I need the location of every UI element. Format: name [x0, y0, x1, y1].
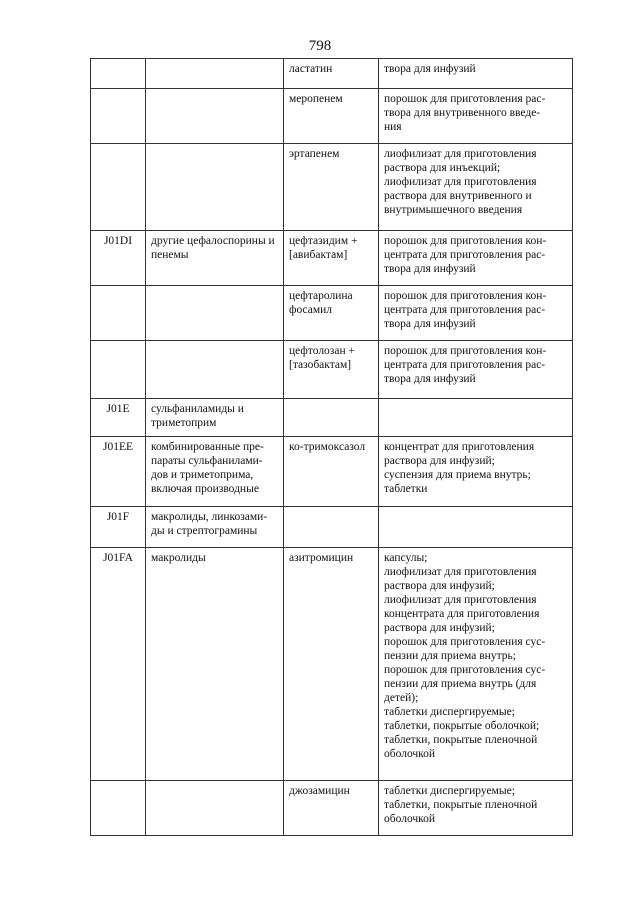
atc-code-cell: [91, 59, 146, 89]
dosage-form-cell: лиофилизат для приготовления раствора для инъекций; лиофилизат для приготовления раствора для внутривенного и внутримышечного введения: [379, 144, 573, 231]
table-row: [91, 231, 573, 286]
group-cell: комбинированные пре- параты сульфанилами- дов и триметоприма, включая производные: [146, 437, 284, 507]
page-number: 798: [308, 38, 332, 54]
atc-code-cell: [91, 341, 146, 399]
table-row: [91, 286, 573, 341]
dosage-form-cell: порошок для приготовления кон- центрата для приготовления рас- твора для инфузий: [379, 231, 573, 286]
drug-name-cell: [284, 507, 379, 548]
dosage-form-cell: порошок для приготовления кон- центрата для приготовления рас- твора для инфузий: [379, 341, 573, 399]
dosage-form-cell: [379, 507, 573, 548]
group-cell: [146, 59, 284, 89]
table-row: [91, 144, 573, 231]
dosage-form-cell: порошок для приготовления кон- центрата для приготовления рас- твора для инфузий: [379, 286, 573, 341]
atc-code-cell: [91, 89, 146, 144]
group-cell: макролиды, линкозами- ды и стрептограмины: [146, 507, 284, 548]
group-cell: макролиды: [146, 548, 284, 781]
drug-name-cell: эртапенем: [284, 144, 379, 231]
dosage-form-cell: твора для инфузий: [379, 59, 573, 89]
drug-name-cell: меропенем: [284, 89, 379, 144]
drug-name-cell: ластатин: [284, 59, 379, 89]
dosage-form-cell: порошок для приготовления рас- твора для внутривенного введе- ния: [379, 89, 573, 144]
table-row: [91, 399, 573, 437]
drug-name-cell: цефтаролина фосамил: [284, 286, 379, 341]
drug-name-cell: джозамицин: [284, 781, 379, 836]
group-cell: другие цефалоспорины и пенемы: [146, 231, 284, 286]
atc-code-cell: J01FA: [91, 548, 146, 781]
atc-code-cell: J01EE: [91, 437, 146, 507]
table-row: [91, 548, 573, 781]
drug-table: [90, 58, 573, 836]
atc-code-cell: [91, 286, 146, 341]
table-row: [91, 59, 573, 89]
dosage-form-cell: концентрат для приготовления раствора для инфузий; суспензия для приема внутрь; таблетки: [379, 437, 573, 507]
drug-name-cell: азитромицин: [284, 548, 379, 781]
group-cell: [146, 144, 284, 231]
atc-code-cell: J01DI: [91, 231, 146, 286]
group-cell: [146, 89, 284, 144]
drug-name-cell: цефтолозан + [тазобактам]: [284, 341, 379, 399]
table-row: [91, 781, 573, 836]
group-cell: сульфаниламиды и триметоприм: [146, 399, 284, 437]
group-cell: [146, 781, 284, 836]
group-cell: [146, 286, 284, 341]
table-row: [91, 341, 573, 399]
drug-name-cell: цефтазидим + [авибактам]: [284, 231, 379, 286]
table-row: [91, 437, 573, 507]
group-cell: [146, 341, 284, 399]
table-row: [91, 89, 573, 144]
table-row: [91, 507, 573, 548]
atc-code-cell: J01F: [91, 507, 146, 548]
drug-name-cell: ко-тримоксазол: [284, 437, 379, 507]
dosage-form-cell: таблетки диспергируемые; таблетки, покрытые пленочной оболочкой: [379, 781, 573, 836]
atc-code-cell: J01E: [91, 399, 146, 437]
atc-code-cell: [91, 781, 146, 836]
drug-name-cell: [284, 399, 379, 437]
dosage-form-cell: [379, 399, 573, 437]
atc-code-cell: [91, 144, 146, 231]
dosage-form-cell: капсулы; лиофилизат для приготовления раствора для инфузий; лиофилизат для приготовления концентрата для приготовления раствора для инфузий; порошок для приготовления сус- пензии для приема внутрь; порошок для приготовления сус- пензии для приема внутрь (для детей); таблетки диспергируемые; таблетки, покрытые оболочкой; таблетки, покрытые пленочной оболочкой: [379, 548, 573, 781]
